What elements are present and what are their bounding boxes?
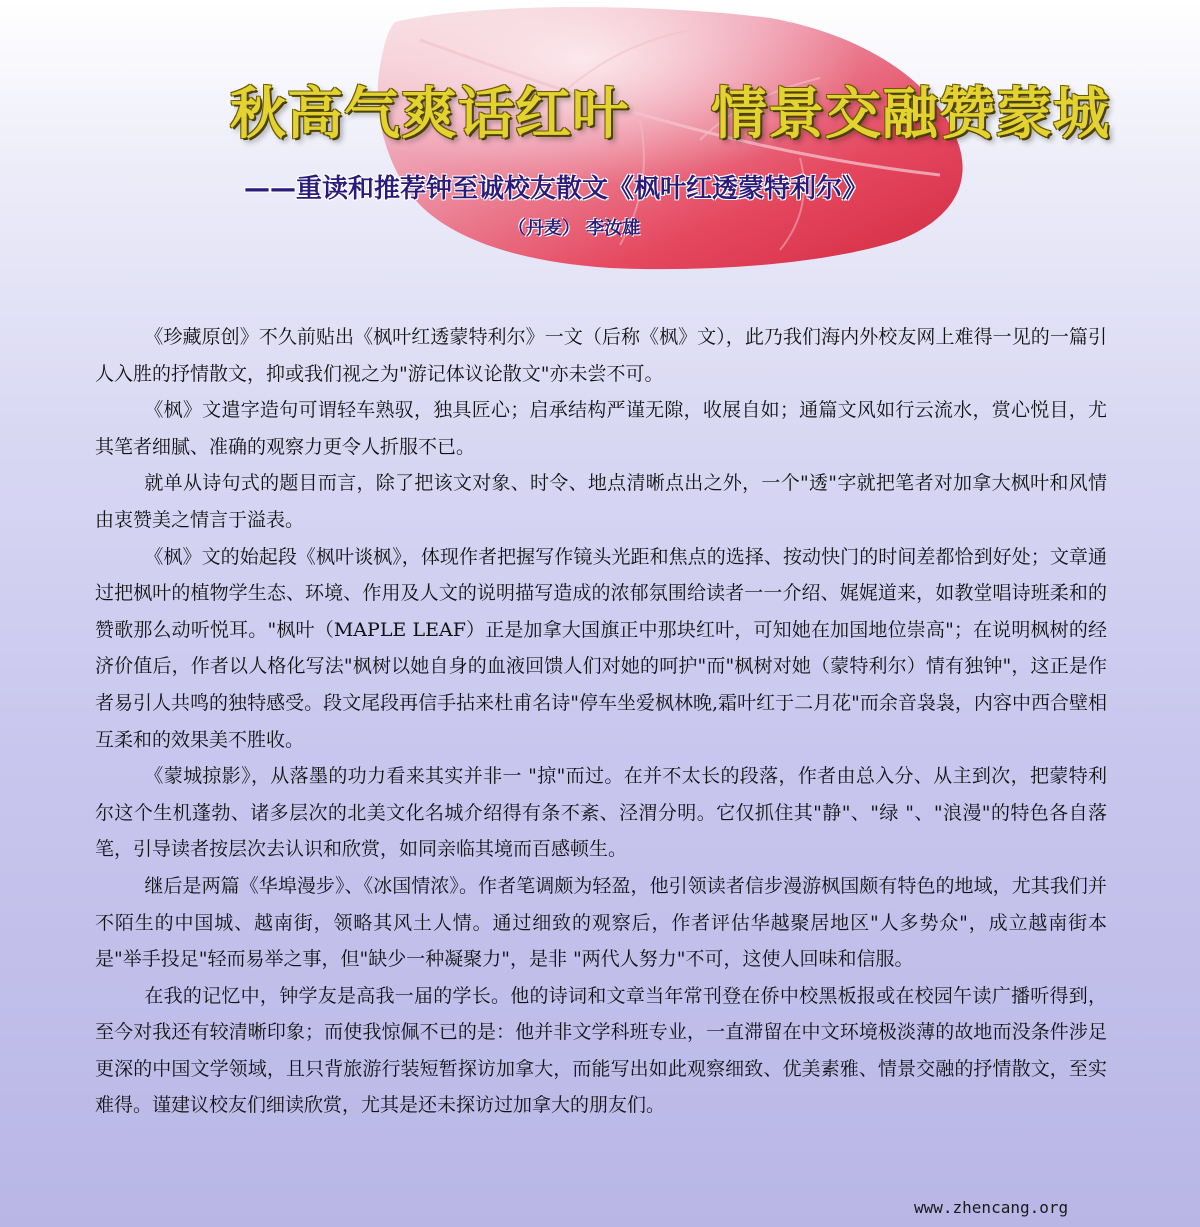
article-subtitle: ——重读和推荐钟至诚校友散文《枫叶红透蒙特利尔》 <box>244 174 869 204</box>
article-paragraph: 《枫》文的始起段《枫叶谈枫》，体现作者把握写作镜头光距和焦点的选择、按动快门的时间差都恰到好处；文章通过把枫叶的植物学生态、环境、作用及人文的说明描写造成的浓郁氛围给读者一一介绍、娓娓道来，如教堂唱诗班柔和的赞歌那么动听悦耳。"枫叶（MAPLE LEAF）正是加拿大国旗正中那块红叶，可知她在加国地位崇高"；在说明枫树的经济价值后，作者以人格化写法"枫树以她自身的血液回馈人们对她的呵护"而"枫树对她（蒙特利尔）情有独钟"，这正是作者易引人共鸣的独特感受。段文尾段再信手拈来杜甫名诗"停车坐爱枫林晚,霜叶红于二月花"而余音袅袅，内容中西合壁相互柔和的效果美不胜收。 <box>95 545 1107 751</box>
article-paragraph: 在我的记忆中，钟学友是高我一届的学长。他的诗词和文章当年常刊登在侨中校黑板报或在校园午读广播听得到，至今对我还有较清晰印象；而使我惊佩不已的是：他并非文学科班专业，一直滞留在中文环境极淡薄的故地而没条件涉足更深的中国文学领域，且只背旅游行装短暂探访加拿大，而能写出如此观察细致、优美素雅、情景交融的抒情散文，至实难得。谨建议校友们细读欣赏，尤其是还未探访过加拿大的朋友们。 <box>95 984 1107 1117</box>
article-paragraph: 就单从诗句式的题目而言，除了把该文对象、时令、地点清晰点出之外，一个"透"字就把笔者对加拿大枫叶和风情由衷赞美之情言于溢表。 <box>95 472 1107 531</box>
article-paragraph: 《枫》文遣字造句可谓轻车熟驭，独具匠心；启承结构严谨无隙，收展自如；通篇文风如行云流水，赏心悦目，尤其笔者细腻、准确的观察力更令人折服不已。 <box>95 399 1107 458</box>
article-paragraph: 《珍藏原创》不久前贴出《枫叶红透蒙特利尔》一文（后称《枫》文），此乃我们海内外校友网上难得一见的一篇引人入胜的抒情散文，抑或我们视之为"游记体议论散文"亦未尝不可。 <box>95 326 1107 385</box>
article-title: 秋高气爽话红叶 情景交融赞蒙城 <box>230 82 1110 147</box>
site-url: www.zhencang.org <box>914 1198 1069 1217</box>
article-body <box>95 319 1107 1124</box>
article-paragraph: 继后是两篇《华埠漫步》、《冰国情浓》。作者笔调颇为轻盈，他引领读者信步漫游枫国颇有特色的地域，尤其我们并不陌生的中国城、越南街，领略其风土人情。通过细致的观察后，作者评估华越聚居地区"人多势众"，成立越南街本是"举手投足"轻而易举之事，但"缺少一种凝聚力"，是非 "两代人努力"不可，这使人回味和信服。 <box>95 874 1107 971</box>
article-paragraph: 《蒙城掠影》，从落墨的功力看来其实并非一 "掠"而过。在并不太长的段落，作者由总入分、从主到次，把蒙特利尔这个生机蓬勃、诸多层次的北美文化名城介绍得有条不紊、泾渭分明。它仅抓住其"静"、"绿 "、"浪漫"的特色各自落笔，引导读者按层次去认识和欣赏，如同亲临其境而百感顿生。 <box>95 765 1107 861</box>
article-author: （丹麦） 李汝雄 <box>508 218 641 239</box>
